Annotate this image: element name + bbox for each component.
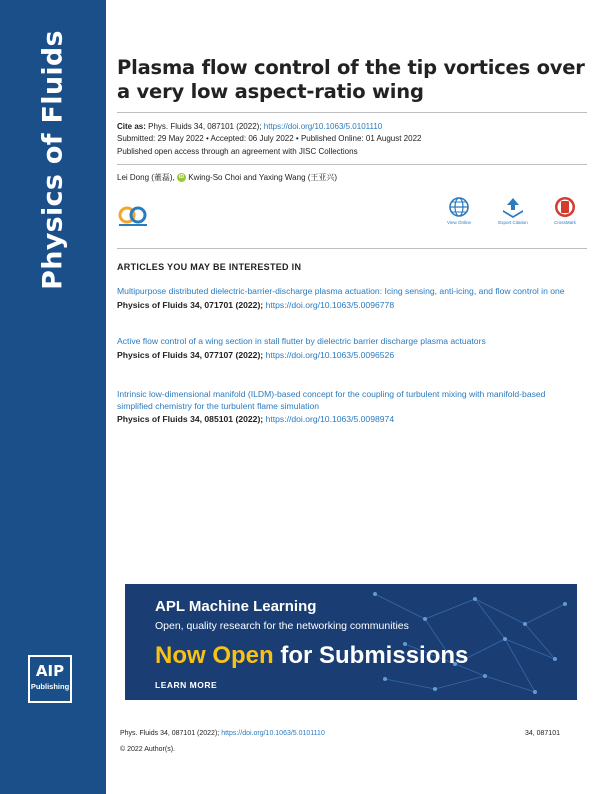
export-citation-button[interactable] [493, 196, 533, 225]
journal-sidebar [0, 0, 106, 794]
related-article [117, 389, 577, 426]
banner-now-open: Now Open [155, 642, 274, 669]
title-divider [117, 112, 587, 113]
learn-more-link[interactable]: LEARN MORE [155, 680, 218, 690]
footer-page-number: 34, 087101 [524, 730, 560, 737]
related-article-citation [117, 300, 577, 312]
page-footer [120, 730, 580, 737]
authors-line [117, 172, 337, 184]
related-article-title-link[interactable]: Intrinsic low-dimensional manifold (ILDM)-based concept for the coupling of turbulent mixing with manifold-based simplified chemistry for the turbulent flame simulation [117, 389, 546, 411]
journal-name: Physics of Fluids [37, 30, 69, 290]
tools-divider [117, 248, 587, 249]
footer-ref: Phys. Fluids 34, 087101 (2022); [120, 730, 220, 737]
related-article-journal: Physics of Fluids 34, 085101 (2022); [117, 414, 264, 424]
related-article-journal: Physics of Fluids 34, 071701 (2022); [117, 299, 264, 310]
related-article-doi-link[interactable]: https://doi.org/10.1063/5.0096526 [265, 349, 395, 360]
view-online-button[interactable] [441, 196, 477, 225]
crossmark-icon [554, 196, 576, 218]
aip-publishing-logo[interactable] [28, 655, 72, 703]
footer-doi-link[interactable]: https://doi.org/10.1063/5.0101110 [221, 730, 325, 737]
export-citation-label: Export Citation [498, 220, 528, 225]
related-article-doi-link[interactable]: https://doi.org/10.1063/5.0098974 [265, 414, 395, 424]
author-1: Lei Dong (董磊), [117, 173, 175, 182]
export-icon [501, 196, 525, 218]
banner-title: APL Machine Learning [155, 598, 317, 615]
globe-icon [448, 196, 470, 218]
view-online-label: View Online [447, 220, 471, 225]
related-article-title-link[interactable]: Active flow control of a wing section in stall flutter by dielectric barrier discharge plasma actuators [117, 336, 486, 346]
related-article [117, 336, 577, 361]
cite-doi-link[interactable]: https://doi.org/10.1063/5.0101110 [263, 122, 383, 131]
cite-ref: Phys. Fluids 34, 087101 (2022); [148, 122, 262, 131]
related-article [117, 286, 577, 311]
crossmark-button[interactable] [547, 196, 583, 225]
crossmark-label: CrossMark [554, 220, 576, 225]
cite-label: Cite as: [117, 122, 146, 131]
apl-ml-advert-banner[interactable] [125, 584, 577, 700]
orcid-icon[interactable]: iD [179, 174, 185, 181]
banner-for-submissions: for Submissions [280, 642, 469, 669]
banner-headline [155, 642, 468, 670]
logo-publishing-text: Publishing [30, 682, 70, 691]
related-article-journal: Physics of Fluids 34, 077107 (2022); [117, 349, 264, 360]
related-articles-heading: ARTICLES YOU MAY BE INTERESTED IN [117, 262, 302, 272]
open-access-icon [117, 204, 151, 233]
author-2: Kwing-So Choi and Yaxing Wang (王亚兴) [188, 173, 338, 182]
open-access-line: Published open access through an agreement with JISC Collections [117, 147, 358, 156]
logo-aip-text: AIP [35, 662, 65, 680]
related-article-title-link[interactable]: Multipurpose distributed dielectric-barrier-discharge plasma actuation: Icing sensing, anti-icing, and flow control in one [117, 286, 565, 296]
meta-divider [117, 164, 587, 165]
related-article-citation [117, 414, 577, 426]
dates-line: Submitted: 29 May 2022 • Accepted: 06 July 2022 • Published Online: 01 August 2022 [117, 134, 422, 143]
footer-copyright: © 2022 Author(s). [120, 746, 175, 753]
cite-line [117, 121, 382, 133]
related-article-citation [117, 350, 577, 362]
article-title: Plasma flow control of the tip vortices over a very low aspect-ratio wing [117, 56, 585, 103]
related-article-doi-link[interactable]: https://doi.org/10.1063/5.0096778 [265, 299, 395, 310]
banner-subtitle: Open, quality research for the networking communities [155, 620, 409, 632]
article-tools [117, 196, 587, 236]
